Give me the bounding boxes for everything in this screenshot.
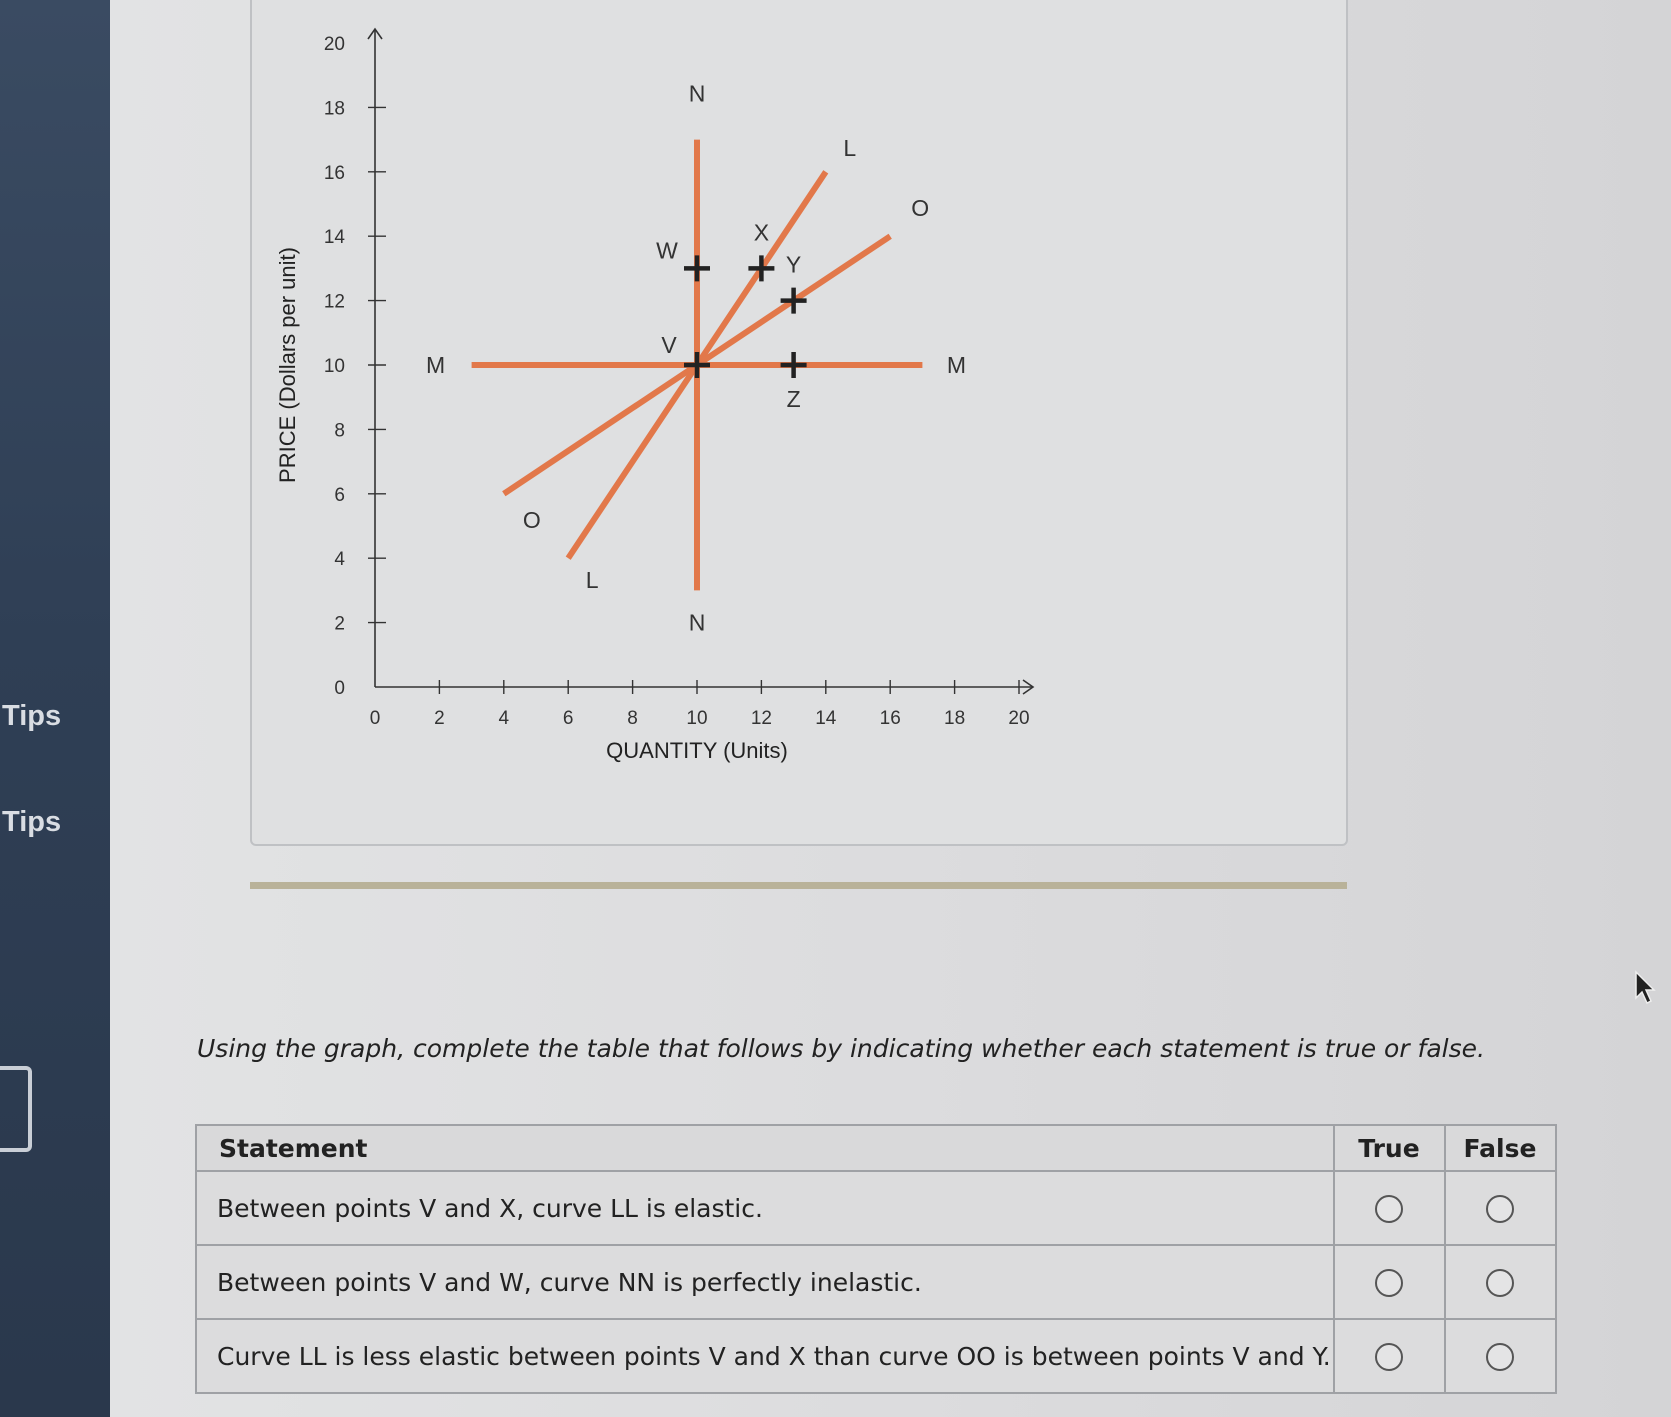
x-tick-label: 4 bbox=[498, 708, 510, 729]
curve-label-start: M bbox=[426, 352, 446, 378]
x-tick-label: 14 bbox=[815, 708, 837, 729]
true-cell bbox=[1334, 1319, 1445, 1393]
y-tick-label: 8 bbox=[334, 420, 345, 442]
true-radio[interactable] bbox=[1375, 1269, 1403, 1297]
y-tick-label: 2 bbox=[334, 613, 345, 635]
x-tick-label: 0 bbox=[369, 708, 381, 729]
point-label: Z bbox=[786, 386, 801, 412]
table-row bbox=[196, 1245, 1556, 1319]
point-label: X bbox=[753, 219, 770, 246]
sidebar-tips-link-2[interactable]: Tips bbox=[2, 806, 62, 838]
divider bbox=[250, 882, 1347, 889]
y-tick-label: 12 bbox=[323, 291, 345, 313]
true-radio[interactable] bbox=[1375, 1343, 1403, 1371]
x-tick-label: 16 bbox=[879, 708, 901, 729]
point-z-marker bbox=[781, 352, 807, 378]
true-radio[interactable] bbox=[1375, 1195, 1403, 1223]
false-cell bbox=[1445, 1319, 1556, 1393]
x-tick-label: 6 bbox=[562, 708, 574, 729]
x-axis-label: QUANTITY (Units) bbox=[606, 738, 788, 763]
table-row bbox=[196, 1319, 1556, 1393]
curve-label-end: O bbox=[911, 195, 930, 222]
y-tick-label: 0 bbox=[334, 678, 345, 699]
y-tick-label: 16 bbox=[323, 162, 345, 184]
curve-label-start: N bbox=[688, 609, 706, 636]
curve-label-start: O bbox=[522, 506, 541, 533]
header-false: False bbox=[1445, 1125, 1556, 1171]
header-true: True bbox=[1334, 1125, 1445, 1171]
y-axis-label: PRICE (Dollars per unit) bbox=[275, 247, 300, 483]
mouse-cursor-icon bbox=[1634, 970, 1658, 1006]
curve-label-end: M bbox=[946, 352, 966, 378]
table-header-row bbox=[196, 1125, 1556, 1171]
statement-text: Curve LL is less elastic between points V and X than curve OO is between points V and Y. bbox=[196, 1319, 1334, 1393]
curve-label-end: L bbox=[843, 134, 857, 161]
sidebar-box[interactable] bbox=[0, 1066, 32, 1152]
sidebar bbox=[0, 0, 122, 1417]
instruction-text: Using the graph, complete the table that follows by indicating whether each statement is true or false. bbox=[197, 1034, 1485, 1063]
curve-label-end: N bbox=[688, 80, 706, 107]
false-radio[interactable] bbox=[1486, 1195, 1514, 1223]
curve-label-start: L bbox=[585, 567, 599, 594]
false-radio[interactable] bbox=[1486, 1269, 1514, 1297]
statement-table bbox=[195, 1124, 1557, 1394]
x-tick-label: 12 bbox=[750, 708, 772, 729]
y-tick-label: 14 bbox=[323, 227, 345, 249]
y-tick-label: 20 bbox=[323, 34, 345, 55]
x-tick-label: 8 bbox=[627, 708, 638, 729]
false-radio[interactable] bbox=[1486, 1343, 1514, 1371]
x-tick-label: 2 bbox=[434, 708, 445, 729]
point-label: Y bbox=[785, 251, 802, 278]
point-w-marker bbox=[684, 255, 710, 281]
x-tick-label: 18 bbox=[944, 708, 966, 729]
point-label: V bbox=[661, 332, 677, 358]
y-tick-label: 4 bbox=[334, 549, 345, 571]
true-cell bbox=[1334, 1171, 1445, 1245]
header-statement: Statement bbox=[196, 1125, 1334, 1171]
true-cell bbox=[1334, 1245, 1445, 1319]
elasticity-chart bbox=[250, 0, 1344, 845]
x-tick-label: 20 bbox=[1008, 708, 1030, 729]
sidebar-tips-link[interactable]: Tips bbox=[2, 700, 62, 732]
false-cell bbox=[1445, 1245, 1556, 1319]
y-tick-label: 10 bbox=[323, 356, 345, 377]
statement-text: Between points V and X, curve LL is elastic. bbox=[196, 1171, 1334, 1245]
y-tick-label: 18 bbox=[323, 98, 345, 120]
table-row bbox=[196, 1171, 1556, 1245]
statement-text: Between points V and W, curve NN is perfectly inelastic. bbox=[196, 1245, 1334, 1319]
false-cell bbox=[1445, 1171, 1556, 1245]
x-tick-label: 10 bbox=[686, 708, 708, 729]
point-label: W bbox=[656, 237, 678, 264]
y-tick-label: 6 bbox=[334, 484, 345, 506]
